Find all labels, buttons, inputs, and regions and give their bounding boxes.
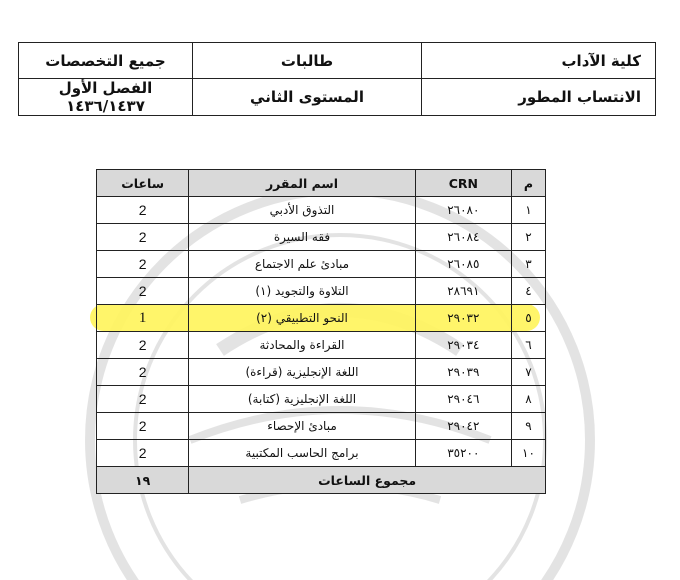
col-header-number: م (511, 170, 545, 197)
row-hours: 2 (97, 386, 189, 413)
row-course-name: النحو التطبيقي (٢) (189, 305, 416, 332)
row-hours: 2 (97, 413, 189, 440)
row-hours: 1 (97, 305, 189, 332)
row-number: ٨ (511, 386, 545, 413)
row-hours: 2 (97, 332, 189, 359)
row-crn: ٢٩٠٤٢ (415, 413, 511, 440)
row-hours: 2 (97, 278, 189, 305)
row-number: ٧ (511, 359, 545, 386)
row-number: ١ (511, 197, 545, 224)
program-cell: الانتساب المطور (422, 79, 656, 116)
table-row-highlighted (97, 305, 546, 332)
row-hours: 2 (97, 440, 189, 467)
table-row (97, 359, 546, 386)
row-crn: ٢٩٠٣٩ (415, 359, 511, 386)
row-course-name: التذوق الأدبي (189, 197, 416, 224)
row-course-name: مبادئ الإحصاء (189, 413, 416, 440)
table-row (97, 251, 546, 278)
row-number: ١٠ (511, 440, 545, 467)
total-hours-value: ١٩ (97, 467, 189, 494)
semester-cell: الفصل الأول ١٤٣٦/١٤٣٧ (19, 79, 193, 116)
row-crn: ٢٦٠٨٥ (415, 251, 511, 278)
total-label: مجموع الساعات (189, 467, 546, 494)
header-row-1 (19, 43, 656, 79)
total-row (97, 467, 546, 494)
row-course-name: برامج الحاسب المكتبية (189, 440, 416, 467)
row-crn: ٢٩٠٣٢ (415, 305, 511, 332)
row-number: ٥ (511, 305, 545, 332)
table-row (97, 440, 546, 467)
row-hours: 2 (97, 197, 189, 224)
level-cell: المستوى الثاني (193, 79, 422, 116)
courses-table (96, 169, 546, 494)
college-cell: كلية الآداب (422, 43, 656, 79)
row-course-name: اللغة الإنجليزية (كتابة) (189, 386, 416, 413)
row-crn: ٢٦٠٨٤ (415, 224, 511, 251)
row-crn: ٢٦٠٨٠ (415, 197, 511, 224)
row-number: ٣ (511, 251, 545, 278)
table-row (97, 224, 546, 251)
col-header-crn: CRN (415, 170, 511, 197)
col-header-hours: ساعات (97, 170, 189, 197)
col-header-course-name: اسم المقرر (189, 170, 416, 197)
row-number: ٩ (511, 413, 545, 440)
table-row (97, 278, 546, 305)
row-course-name: فقه السيرة (189, 224, 416, 251)
row-number: ٦ (511, 332, 545, 359)
row-crn: ٢٩٠٤٦ (415, 386, 511, 413)
header-row-2 (19, 79, 656, 116)
row-course-name: اللغة الإنجليزية (قراءة) (189, 359, 416, 386)
row-crn: ٢٨٦٩١ (415, 278, 511, 305)
row-crn: ٣٥٢٠٠ (415, 440, 511, 467)
table-row (97, 197, 546, 224)
courses-header-row (97, 170, 546, 197)
row-number: ٢ (511, 224, 545, 251)
table-row (97, 332, 546, 359)
row-hours: 2 (97, 251, 189, 278)
row-hours: 2 (97, 224, 189, 251)
row-course-name: مبادئ علم الاجتماع (189, 251, 416, 278)
gender-cell: طالبات (193, 43, 422, 79)
table-row (97, 413, 546, 440)
row-course-name: التلاوة والتجويد (١) (189, 278, 416, 305)
row-crn: ٢٩٠٣٤ (415, 332, 511, 359)
majors-cell: جميع التخصصات (19, 43, 193, 79)
header-info-table (18, 42, 656, 116)
row-number: ٤ (511, 278, 545, 305)
table-row (97, 386, 546, 413)
row-hours: 2 (97, 359, 189, 386)
row-course-name: القراءة والمحادثة (189, 332, 416, 359)
